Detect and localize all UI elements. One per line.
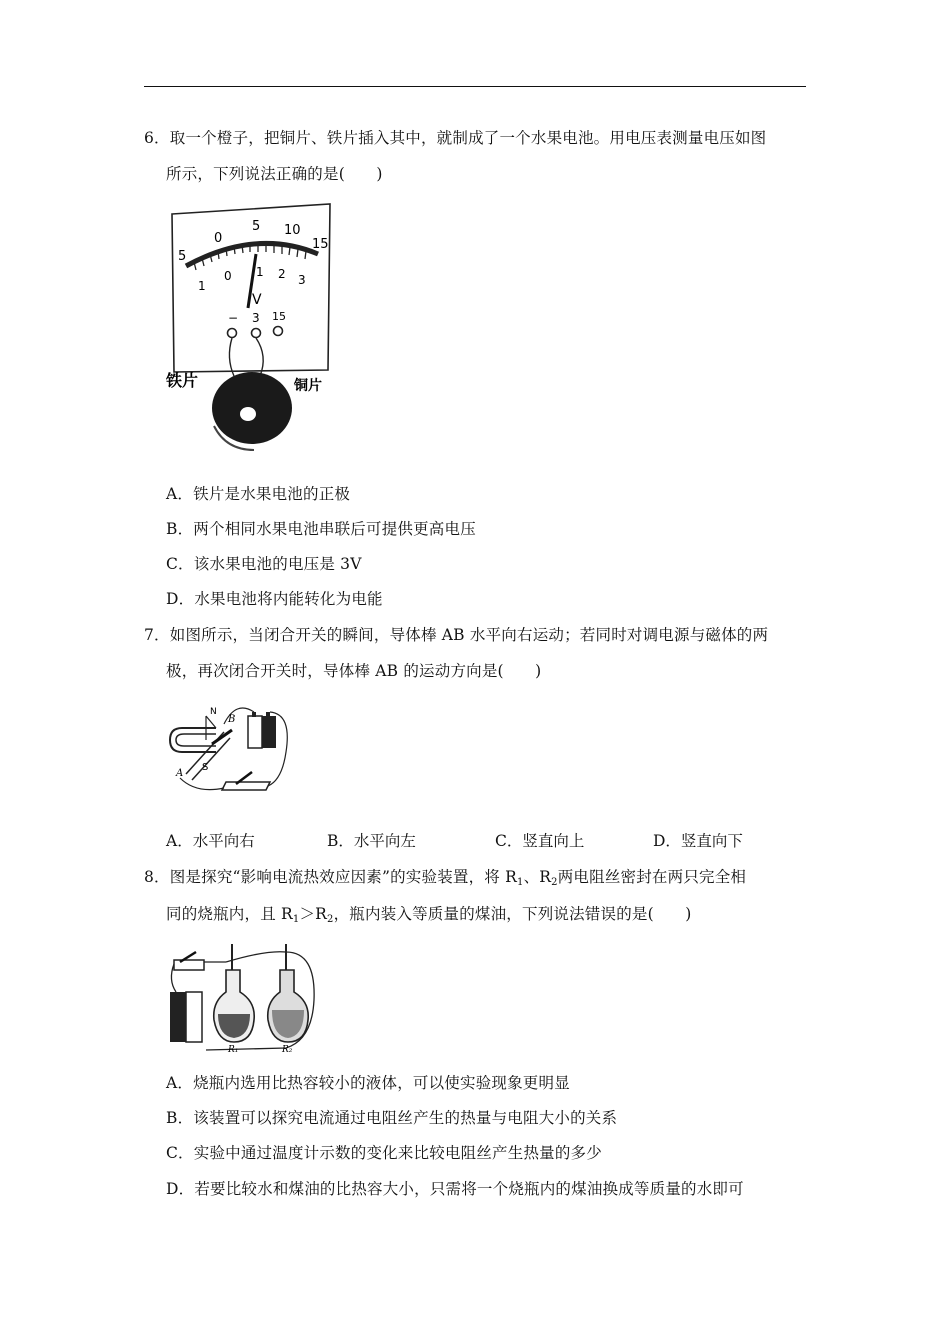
q8-option-b: B．该装置可以探究电流通过电阻丝产生的热量与电阻大小的关系	[166, 1109, 618, 1127]
q7-option-a: A．水平向右	[166, 832, 255, 850]
q6-option-b: B．两个相同水果电池串联后可提供更高电压	[166, 520, 476, 538]
q8-stem-line2: 同的烧瓶内，且 $R_1>R_2$，瓶内装入等质量的煤油，下列说法错误的是( )	[166, 905, 692, 925]
q7-option-d: D．竖直向下	[653, 832, 743, 850]
iron-sheet-label: 铁片	[166, 371, 199, 390]
bottom-scale-label: 1	[256, 265, 264, 279]
unit-label: V	[252, 292, 262, 308]
top-scale-label: 5	[178, 249, 187, 264]
voltmeter-figure	[166, 200, 336, 456]
rod-b-label: B	[228, 714, 236, 725]
magnet-n-label: N	[210, 707, 217, 717]
q7-stem-line2: 极，再次闭合开关时，导体棒 AB 的运动方向是( )	[166, 662, 542, 680]
header-rule	[144, 86, 806, 87]
q6-option-a: A．铁片是水果电池的正极	[166, 485, 351, 503]
q8-stem-line1: 8．图是探究“影响电流热效应因素”的实验装置，将 $R_1$、$R_2$两电阻丝密封在两只完全相	[144, 868, 747, 888]
magnet-s-label: S	[202, 762, 209, 773]
q6-option-c: C．该水果电池的电压是 3V	[166, 555, 362, 573]
top-scale-label: 10	[284, 223, 301, 238]
magnet-rail-figure	[166, 702, 292, 800]
r2-label: R₂	[282, 1045, 293, 1054]
q7-stem-line1: 7．如图所示，当闭合开关的瞬间，导体棒 AB 水平向右运动；若同时对调电源与磁体的两	[144, 626, 769, 644]
terminal-label: 3	[252, 311, 260, 325]
bottom-scale-label: 1	[198, 279, 206, 293]
q6-stem-line1: 6．取一个橙子，把铜片、铁片插入其中，就制成了一个水果电池。用电压表测量电压如图	[144, 129, 767, 147]
q8-option-c: C．实验中通过温度计示数的变化来比较电阻丝产生热量的多少	[166, 1144, 602, 1162]
heating-flask-figure	[166, 940, 326, 1054]
top-scale-label: 15	[312, 237, 329, 252]
bottom-scale-label: 2	[278, 267, 286, 281]
q8-option-d: D．若要比较水和煤油的比热容大小，只需将一个烧瓶内的煤油换成等质量的水即可	[166, 1180, 744, 1198]
bottom-scale-label: 0	[224, 269, 232, 283]
r1-label: R₁	[228, 1045, 239, 1054]
top-scale-label: 5	[252, 219, 261, 234]
q7-option-c: C．竖直向上	[495, 832, 585, 850]
q7-option-b: B．水平向左	[327, 832, 416, 850]
q6-option-d: D．水果电池将内能转化为电能	[166, 590, 383, 608]
top-scale-label: 0	[214, 231, 223, 246]
q7-options	[166, 831, 806, 851]
bottom-scale-label: 3	[298, 273, 306, 287]
rod-a-label: A	[176, 768, 184, 779]
q6-stem-line2: 所示，下列说法正确的是( )	[166, 165, 383, 183]
copper-sheet-label: 铜片	[294, 378, 322, 394]
terminal-label: 15	[272, 310, 286, 323]
terminal-label: −	[228, 311, 239, 325]
q8-option-a: A．烧瓶内选用比热容较小的液体，可以使实验现象更明显	[166, 1074, 570, 1092]
